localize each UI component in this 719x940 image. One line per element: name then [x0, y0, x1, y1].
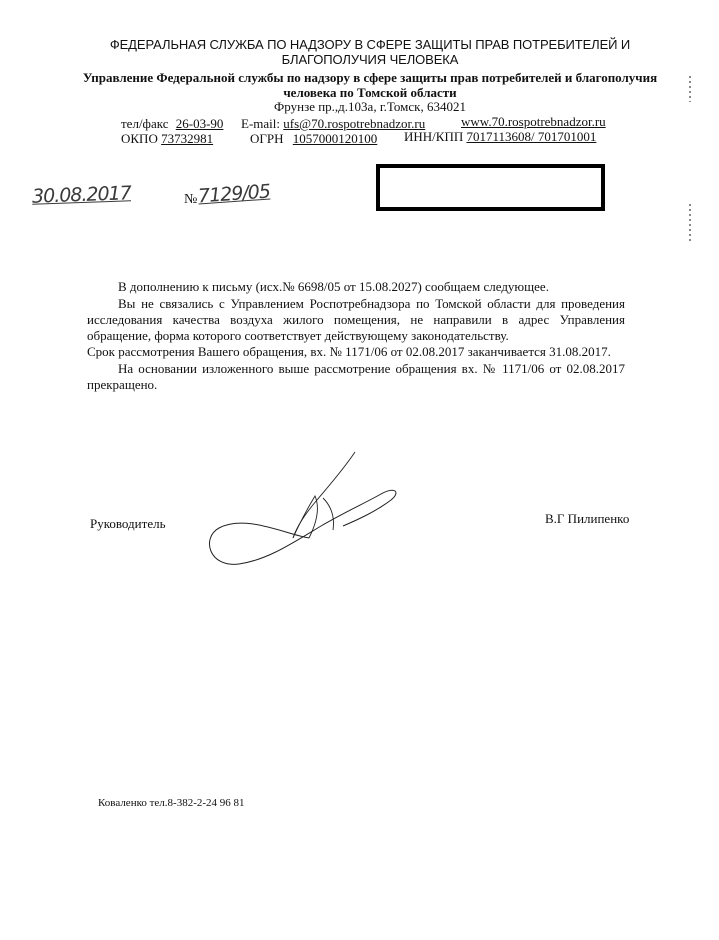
- phone-label: тел/факс: [121, 116, 169, 131]
- office-address: Фрунзе пр.,д.103а, г.Томск, 634021: [274, 99, 466, 114]
- email-line: [241, 116, 425, 132]
- registration-date: 30.08.2017: [31, 182, 132, 208]
- redacted-addressee-box: [376, 164, 605, 211]
- signatory-name: В.Г Пилипенко: [545, 511, 630, 526]
- email-label: E-mail:: [241, 116, 280, 131]
- paragraph-3: Срок рассмотрения Вашего обращения, вх. № 1171/06 от 02.08.2017 заканчивается 31.08.2017.: [87, 344, 611, 359]
- regional-office-name: Управление Федеральной службы по надзору в сфере защиты прав потребителей и благополучия человека по Томской области: [82, 70, 658, 100]
- okpo-label: ОКПО: [121, 131, 158, 146]
- ogrn-label: ОГРН: [250, 131, 284, 146]
- scan-edge-marks: [683, 76, 697, 246]
- agency-name: ФЕДЕРАЛЬНАЯ СЛУЖБА ПО НАДЗОРУ В СФЕРЕ ЗАЩИТЫ ПРАВ ПОТРЕБИТЕЛЕЙ И БЛАГОПОЛУЧИЯ ЧЕЛОВЕКА: [109, 37, 631, 67]
- inn-value: 7017113608/ 701701001: [466, 129, 597, 144]
- ogrn-line: [250, 131, 377, 147]
- inn-line: [404, 129, 596, 145]
- executor-contact: Коваленко тел.8-382-2-24 96 81: [98, 797, 245, 809]
- registration-number: 7129/05: [197, 180, 271, 208]
- registration-number-label: №: [184, 192, 198, 207]
- okpo-line: [121, 131, 213, 147]
- ogrn-value: 1057000120100: [292, 131, 378, 146]
- paragraph-1: В дополнению к письму (исх.№ 6698/05 от 15.08.2027) сообщаем следующее.: [118, 279, 549, 294]
- inn-label: ИНН/КПП: [404, 129, 464, 144]
- okpo-value: 73732981: [161, 131, 214, 146]
- website-link[interactable]: www.70.rospotrebnadzor.ru: [461, 114, 606, 129]
- phone-value: 26-03-90: [175, 116, 224, 131]
- phone-line: [121, 116, 223, 132]
- handwritten-signature: [205, 440, 415, 570]
- paragraph-2: Вы не связались с Управлением Роспотребнадзора по Томской области для проведения исследования качества воздуха жилого помещения, не направили в адрес Управления обращение, форма которого соответствует действующему законодательству.: [87, 296, 625, 343]
- paragraph-4: На основании изложенного выше рассмотрение обращения вх. № 1171/06 от 02.08.2017 прекращено.: [87, 361, 625, 392]
- signatory-role: Руководитель: [90, 516, 166, 531]
- email-link[interactable]: ufs@70.rospotrebnadzor.ru: [283, 116, 426, 131]
